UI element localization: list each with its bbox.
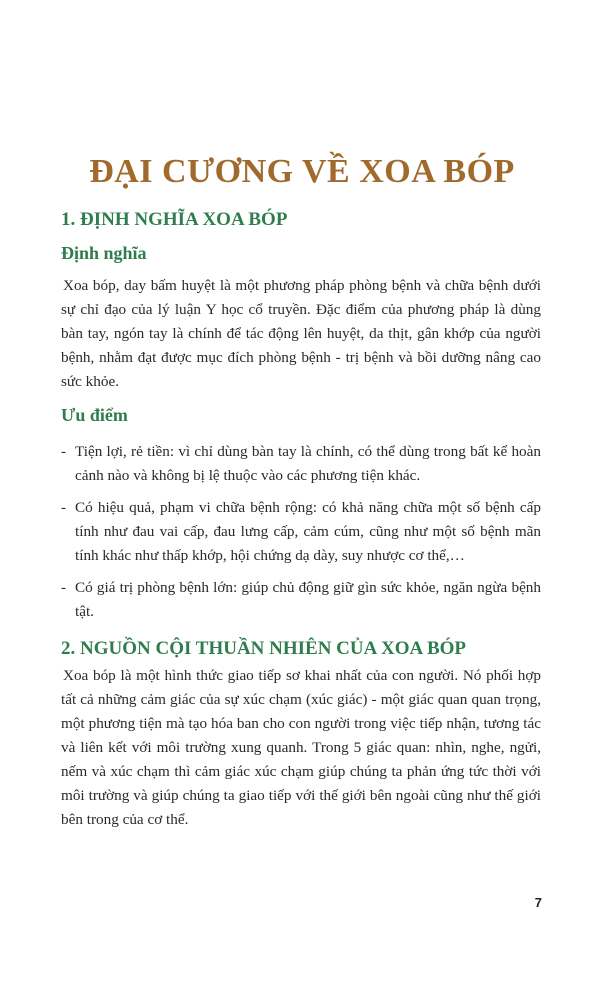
section-1-heading: 1. ĐỊNH NGHĨA XOA BÓP	[61, 209, 288, 230]
list-dash: -	[61, 499, 67, 516]
list-item	[61, 496, 541, 568]
list-item	[61, 576, 541, 624]
list-item-text: Có giá trị phòng bệnh lớn: giúp chủ động giữ gìn sức khỏe, ngăn ngừa bệnh tật.	[75, 579, 541, 620]
page-number: 7	[534, 895, 542, 910]
chapter-title: ĐẠI CƯƠNG VỀ XOA BÓP	[89, 153, 515, 190]
section-2-paragraph: Xoa bóp là một hình thức giao tiếp sơ khai nhất của con người. Nó phối hợp tất cả những cảm giác của sự xúc chạm (xúc giác) - một giác quan quan trọng, một phương tiện mà tạo hóa ban cho con người trong việc tiếp nhận, tương tác và liên kết với môi trường xung quanh. Trong 5 giác quan: nhìn, nghe, ngửi, nếm và xúc chạm thì cảm giác xúc chạm giúp chúng ta phản ứng tức thời với môi trường và giúp chúng ta giao tiếp với thế giới bên ngoài cũng như thế giới bên trong của cơ thể.	[61, 667, 541, 828]
page-content	[61, 205, 541, 832]
section-2-heading: 2. NGUỒN CỘI THUẦN NHIÊN CỦA XOA BÓP	[61, 638, 467, 659]
definition-heading: Định nghĩa	[61, 243, 147, 263]
definition-paragraph: Xoa bóp, day bấm huyệt là một phương pháp phòng bệnh và chữa bệnh dưới sự chỉ đạo của lý luận Y học cổ truyền. Đặc điểm của phương pháp là dùng bàn tay, ngón tay là chính để tác động lên huyệt, da thịt, gân khớp của người bệnh, nhằm đạt được mục đích phòng bệnh - trị bệnh và bồi dưỡng nâng cao sức khỏe.	[61, 277, 541, 390]
advantages-list	[61, 440, 541, 624]
advantages-heading: Ưu điểm	[61, 405, 128, 425]
list-item	[61, 440, 541, 488]
list-dash: -	[61, 579, 67, 596]
list-item-text: Tiện lợi, rẻ tiền: vì chỉ dùng bàn tay là chính, có thể dùng trong bất kể hoàn cảnh nào và không bị lệ thuộc vào các phương tiện khác.	[75, 443, 541, 484]
list-item-text: Có hiệu quả, phạm vi chữa bệnh rộng: có khả năng chữa một số bệnh cấp tính như đau vai cấp, đau lưng cấp, cảm cúm, cũng như một số bệnh mãn tính khác như thấp khớp, hội chứng dạ dày, suy nhược cơ thể,…	[75, 499, 541, 564]
list-dash: -	[61, 443, 67, 460]
